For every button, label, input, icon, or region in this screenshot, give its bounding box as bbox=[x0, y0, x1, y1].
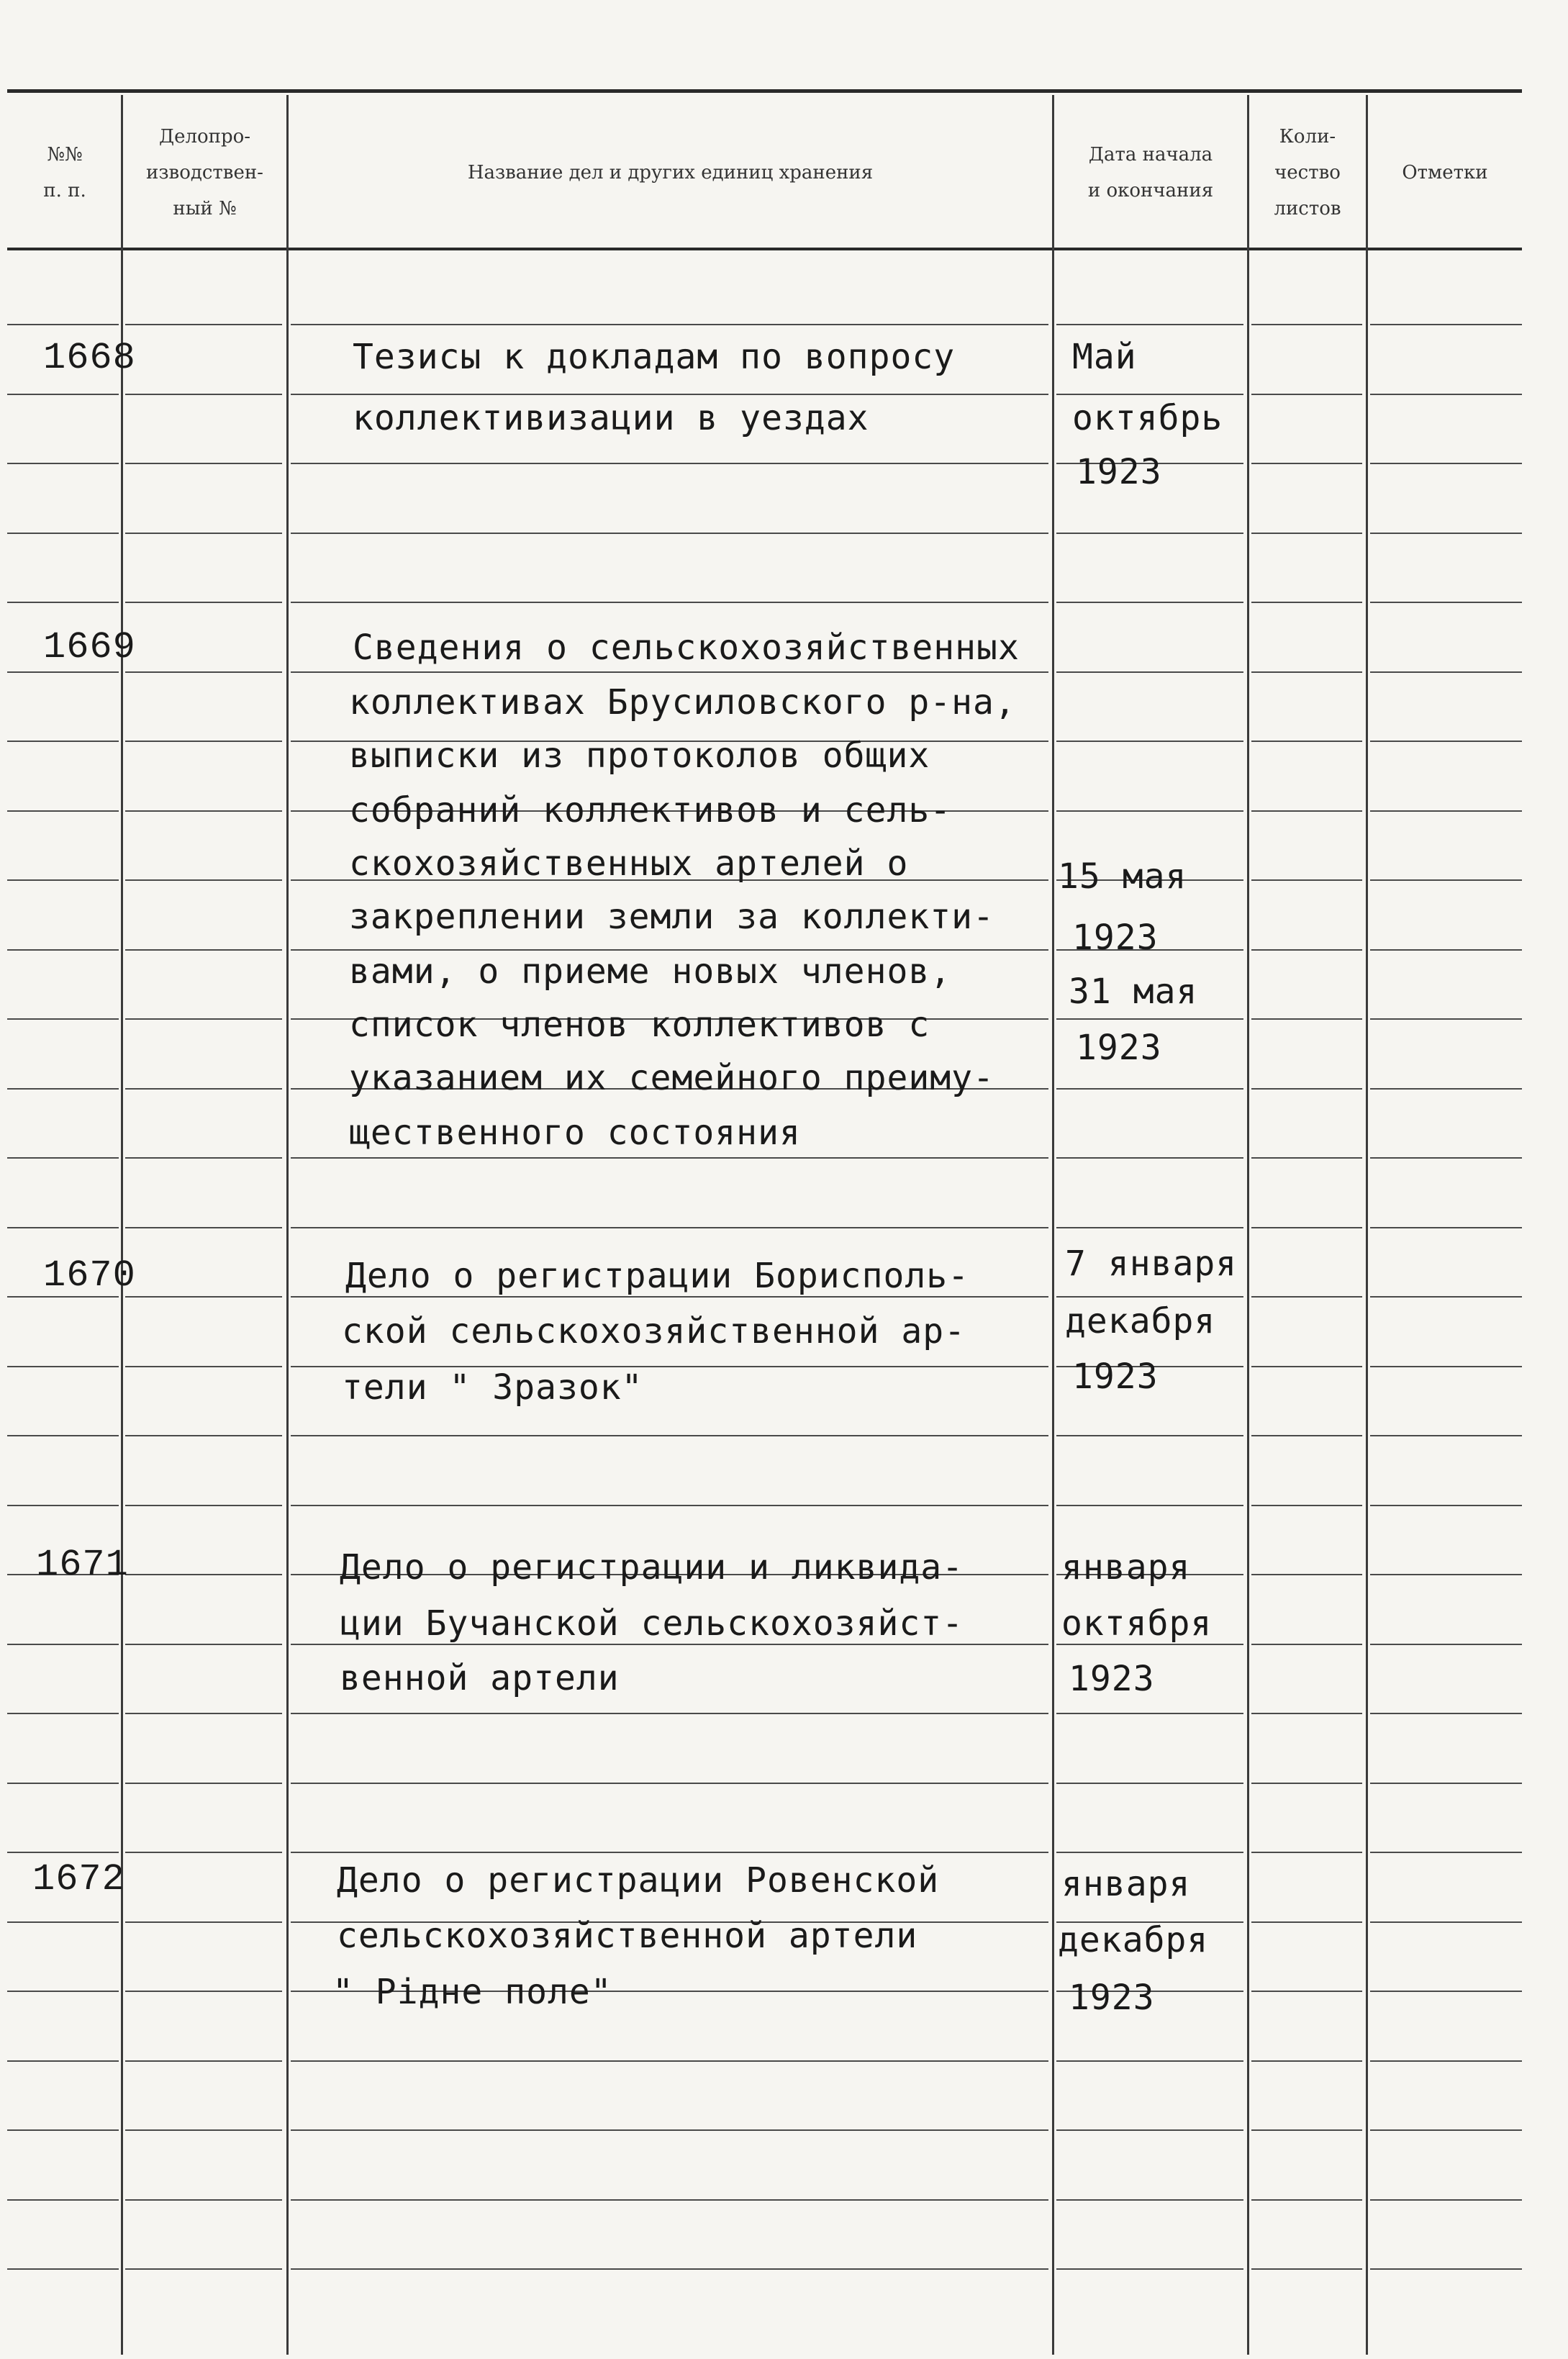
entry-date-line: 15 мая bbox=[1058, 856, 1187, 897]
ruled-line bbox=[125, 1227, 282, 1228]
ruled-line bbox=[1251, 1296, 1362, 1298]
ruled-line bbox=[1056, 2060, 1243, 2062]
ruled-line bbox=[125, 1852, 282, 1853]
ruled-line bbox=[7, 949, 119, 951]
ruled-line bbox=[1370, 1505, 1522, 1506]
entry-number: 1671 bbox=[36, 1544, 129, 1586]
header-office-number: Делопро- изводствен- ный № bbox=[146, 126, 263, 219]
ruled-line bbox=[1370, 1713, 1522, 1714]
ruled-line bbox=[1056, 810, 1243, 812]
ruled-line bbox=[1056, 602, 1243, 603]
ruled-line bbox=[1370, 1783, 1522, 1784]
ruled-line bbox=[1251, 1088, 1362, 1090]
ruled-line bbox=[1251, 1713, 1362, 1714]
entry-date-line: 31 мая bbox=[1069, 972, 1198, 1012]
entry-title-line: Тезисы к докладам по вопросу bbox=[353, 337, 956, 377]
ruled-line bbox=[1370, 741, 1522, 742]
ruled-line bbox=[125, 1366, 282, 1367]
ruled-line bbox=[1370, 1227, 1522, 1228]
ruled-line bbox=[291, 1296, 1048, 1298]
ruled-line bbox=[291, 1227, 1048, 1228]
ruled-line bbox=[125, 741, 282, 742]
entry-number: 1672 bbox=[32, 1858, 125, 1901]
ruled-line bbox=[291, 671, 1048, 673]
ruled-line bbox=[125, 810, 282, 812]
ruled-line bbox=[1370, 1018, 1522, 1020]
ruled-line bbox=[1251, 602, 1362, 603]
entry-date-line: октября bbox=[1061, 1603, 1213, 1644]
ruled-line bbox=[1251, 671, 1362, 673]
entry-title-line: Сведения о сельскохозяйственных bbox=[353, 628, 1020, 668]
entry-date-line: 1923 bbox=[1072, 918, 1159, 958]
ruled-line bbox=[1251, 2268, 1362, 2270]
ruled-line bbox=[125, 1713, 282, 1714]
entry-title-line: выписки из протоколов общих bbox=[349, 735, 930, 776]
header-dates: Дата начала и окончания bbox=[1087, 144, 1214, 202]
ruled-line bbox=[125, 463, 282, 464]
ruled-line bbox=[1056, 2129, 1243, 2131]
ruled-line bbox=[1056, 1296, 1243, 1298]
ruled-line bbox=[1251, 1921, 1362, 1923]
ruled-line bbox=[1056, 1227, 1243, 1228]
entry-date-line: Май bbox=[1072, 337, 1137, 377]
entry-date-line: 1923 bbox=[1069, 1659, 1155, 1699]
ruled-line bbox=[1370, 2199, 1522, 2201]
ruled-line bbox=[1251, 2060, 1362, 2062]
ruled-line bbox=[125, 2129, 282, 2131]
col-separator-3 bbox=[1052, 95, 1054, 2355]
ruled-line bbox=[7, 394, 119, 395]
ruled-line bbox=[1056, 394, 1243, 395]
ruled-line bbox=[125, 1991, 282, 1992]
entry-title-line: щественного состояния bbox=[349, 1113, 801, 1153]
ruled-line bbox=[7, 1018, 119, 1020]
ruled-line bbox=[1056, 1644, 1243, 1645]
ruled-line bbox=[1370, 949, 1522, 951]
ruled-line bbox=[7, 533, 119, 534]
ruled-line bbox=[1251, 394, 1362, 395]
entry-number: 1670 bbox=[43, 1254, 136, 1297]
entry-number: 1668 bbox=[43, 337, 136, 379]
ruled-line bbox=[1251, 1852, 1362, 1853]
col-separator-5 bbox=[1366, 95, 1368, 2355]
ruled-line bbox=[1370, 1157, 1522, 1159]
ruled-line bbox=[7, 1644, 119, 1645]
ruled-line bbox=[125, 1157, 282, 1159]
ruled-line bbox=[7, 879, 119, 881]
ruled-line bbox=[1370, 1574, 1522, 1575]
ruled-line bbox=[1370, 324, 1522, 325]
entry-title-line: Дело о регистрации Борисполь- bbox=[345, 1256, 970, 1296]
ruled-line bbox=[1056, 1852, 1243, 1853]
ruled-line bbox=[1370, 1366, 1522, 1367]
entry-date-line: декабря bbox=[1058, 1920, 1209, 1960]
ruled-line bbox=[125, 2199, 282, 2201]
ruled-line bbox=[1251, 1018, 1362, 1020]
ruled-line bbox=[7, 810, 119, 812]
header-sheets: Коли- чество листов bbox=[1274, 126, 1341, 219]
header-notes: Отметки bbox=[1402, 162, 1488, 184]
ruled-line bbox=[1056, 1505, 1243, 1506]
ruled-line bbox=[1370, 1296, 1522, 1298]
ruled-line bbox=[1251, 533, 1362, 534]
entry-date-line: 7 января bbox=[1065, 1244, 1238, 1284]
entry-title-line: список членов коллективов с bbox=[349, 1005, 930, 1045]
ruled-line bbox=[291, 1157, 1048, 1159]
ruled-line bbox=[125, 602, 282, 603]
ruled-line bbox=[125, 1088, 282, 1090]
ruled-line bbox=[291, 1783, 1048, 1784]
ruled-line bbox=[125, 1783, 282, 1784]
ruled-line bbox=[1251, 1991, 1362, 1992]
ruled-line bbox=[1251, 324, 1362, 325]
ruled-line bbox=[1370, 879, 1522, 881]
ruled-line bbox=[291, 2268, 1048, 2270]
entry-number: 1669 bbox=[43, 626, 136, 669]
entry-date-line: 1923 bbox=[1076, 1028, 1162, 1068]
ruled-line bbox=[1056, 671, 1243, 673]
ruled-line bbox=[1056, 1157, 1243, 1159]
ruled-line bbox=[291, 1713, 1048, 1714]
ruled-line bbox=[7, 1088, 119, 1090]
ruled-line bbox=[1370, 2060, 1522, 2062]
entry-title-line: " Рідне поле" bbox=[332, 1972, 612, 2012]
ruled-line bbox=[1251, 2199, 1362, 2201]
ruled-line bbox=[125, 1505, 282, 1506]
ruled-line bbox=[1251, 1227, 1362, 1228]
ruled-line bbox=[1056, 1783, 1243, 1784]
entry-title-line: вами, о приеме новых членов, bbox=[349, 951, 952, 992]
ruled-line bbox=[1251, 1505, 1362, 1506]
col-separator-2 bbox=[286, 95, 289, 2355]
ruled-line bbox=[125, 1018, 282, 1020]
header-number: №№ п. п. bbox=[43, 144, 86, 202]
ruled-line bbox=[1370, 1991, 1522, 1992]
ruled-line bbox=[1370, 671, 1522, 673]
ruled-line bbox=[125, 1574, 282, 1575]
entry-title-line: коллективизации в уездах bbox=[353, 398, 869, 438]
ruled-line bbox=[125, 1296, 282, 1298]
entry-title-line: ской сельскохозяйственной ар- bbox=[342, 1311, 966, 1351]
ruled-line bbox=[7, 1921, 119, 1923]
ruled-line bbox=[1370, 533, 1522, 534]
ruled-line bbox=[1056, 741, 1243, 742]
ruled-line bbox=[291, 1644, 1048, 1645]
ruled-line bbox=[125, 324, 282, 325]
ruled-line bbox=[7, 671, 119, 673]
entry-date-line: октябрь bbox=[1072, 398, 1223, 438]
ruled-line bbox=[7, 2129, 119, 2131]
ruled-line bbox=[7, 2268, 119, 2270]
entry-title-line: коллективах Брусиловского р-на, bbox=[349, 682, 1016, 723]
ruled-line bbox=[291, 949, 1048, 951]
ruled-line bbox=[1251, 1783, 1362, 1784]
ruled-line bbox=[125, 533, 282, 534]
ruled-line bbox=[1370, 1921, 1522, 1923]
ruled-line bbox=[291, 602, 1048, 603]
entry-date-line: января bbox=[1061, 1547, 1191, 1588]
ruled-line bbox=[1251, 1644, 1362, 1645]
ruled-line bbox=[7, 1783, 119, 1784]
header-title: Название дел и других единиц хранения bbox=[467, 162, 874, 184]
ruled-line bbox=[1251, 1157, 1362, 1159]
ruled-line bbox=[125, 1921, 282, 1923]
ruled-line bbox=[291, 324, 1048, 325]
ruled-line bbox=[7, 1227, 119, 1228]
ruled-line bbox=[1370, 1852, 1522, 1853]
ruled-line bbox=[1251, 1574, 1362, 1575]
ruled-line bbox=[1056, 1018, 1243, 1020]
ruled-line bbox=[7, 1505, 119, 1506]
ruled-line bbox=[7, 463, 119, 464]
ruled-line bbox=[291, 1852, 1048, 1853]
ruled-line bbox=[291, 533, 1048, 534]
ruled-line bbox=[291, 2129, 1048, 2131]
ruled-line bbox=[7, 324, 119, 325]
ruled-line bbox=[1251, 810, 1362, 812]
ruled-line bbox=[1370, 2268, 1522, 2270]
ruled-line bbox=[291, 394, 1048, 395]
ruled-line bbox=[1056, 533, 1243, 534]
ruled-line bbox=[125, 1644, 282, 1645]
ruled-line bbox=[7, 1991, 119, 1992]
ruled-line bbox=[1056, 1088, 1243, 1090]
entry-title-line: собраний коллективов и сель- bbox=[349, 790, 952, 830]
ruled-line bbox=[125, 671, 282, 673]
ruled-line bbox=[7, 1366, 119, 1367]
ruled-line bbox=[125, 879, 282, 881]
ruled-line bbox=[1251, 1366, 1362, 1367]
entry-title-line: сельскохозяйственной артели bbox=[337, 1916, 918, 1956]
entry-date-line: 1923 bbox=[1069, 1978, 1155, 2018]
ruled-line bbox=[125, 394, 282, 395]
ruled-line bbox=[7, 741, 119, 742]
ruled-line bbox=[1056, 2268, 1243, 2270]
ruled-line bbox=[7, 602, 119, 603]
entry-title-line: тели " Зразок" bbox=[342, 1367, 643, 1408]
ruled-line bbox=[291, 2199, 1048, 2201]
ruled-line bbox=[291, 1435, 1048, 1436]
entry-title-line: Дело о регистрации и ликвида- bbox=[340, 1547, 964, 1588]
ruled-line bbox=[1056, 1435, 1243, 1436]
entry-title-line: закреплении земли за коллекти- bbox=[349, 897, 994, 937]
col-separator-1 bbox=[121, 95, 123, 2355]
ruled-line bbox=[1251, 1435, 1362, 1436]
ruled-line bbox=[1370, 463, 1522, 464]
entry-date-line: декабря bbox=[1065, 1301, 1216, 1341]
entry-title-line: Дело о регистрации Ровенской bbox=[337, 1860, 940, 1901]
ruled-line bbox=[1056, 324, 1243, 325]
ruled-line bbox=[7, 1157, 119, 1159]
ruled-line bbox=[7, 1713, 119, 1714]
entry-date-line: января bbox=[1061, 1864, 1191, 1904]
ruled-line bbox=[7, 2199, 119, 2201]
entry-date-line: 1923 bbox=[1076, 452, 1162, 492]
entry-title-line: скохозяйственных артелей о bbox=[349, 843, 909, 884]
entry-title-line: указанием их семейного преиму- bbox=[349, 1058, 994, 1098]
ruled-line bbox=[7, 1435, 119, 1436]
ruled-line bbox=[291, 463, 1048, 464]
col-separator-4 bbox=[1247, 95, 1249, 2355]
header-bottom-border bbox=[7, 248, 1522, 250]
ruled-line bbox=[1056, 2199, 1243, 2201]
ruled-line bbox=[1370, 2129, 1522, 2131]
ruled-line bbox=[1370, 810, 1522, 812]
ruled-line bbox=[1370, 1435, 1522, 1436]
entry-title-line: венной артели bbox=[340, 1658, 620, 1698]
entry-date-line: 1923 bbox=[1072, 1357, 1159, 1397]
ruled-line bbox=[1370, 1644, 1522, 1645]
entry-title-line: ции Бучанской сельскохозяйст- bbox=[340, 1603, 964, 1644]
ruled-line bbox=[1251, 741, 1362, 742]
ruled-line bbox=[1370, 1088, 1522, 1090]
ruled-line bbox=[1251, 879, 1362, 881]
ruled-line bbox=[125, 2060, 282, 2062]
ruled-line bbox=[7, 1852, 119, 1853]
header-top-border bbox=[7, 89, 1522, 93]
ruled-line bbox=[1251, 949, 1362, 951]
ruled-line bbox=[1056, 1713, 1243, 1714]
ruled-line bbox=[125, 949, 282, 951]
ruled-line bbox=[291, 1505, 1048, 1506]
ruled-line bbox=[1370, 602, 1522, 603]
ruled-line bbox=[1370, 394, 1522, 395]
ruled-line bbox=[291, 2060, 1048, 2062]
ruled-line bbox=[7, 2060, 119, 2062]
ruled-line bbox=[1251, 2129, 1362, 2131]
ruled-line bbox=[1251, 463, 1362, 464]
ruled-line bbox=[125, 2268, 282, 2270]
ruled-line bbox=[125, 1435, 282, 1436]
